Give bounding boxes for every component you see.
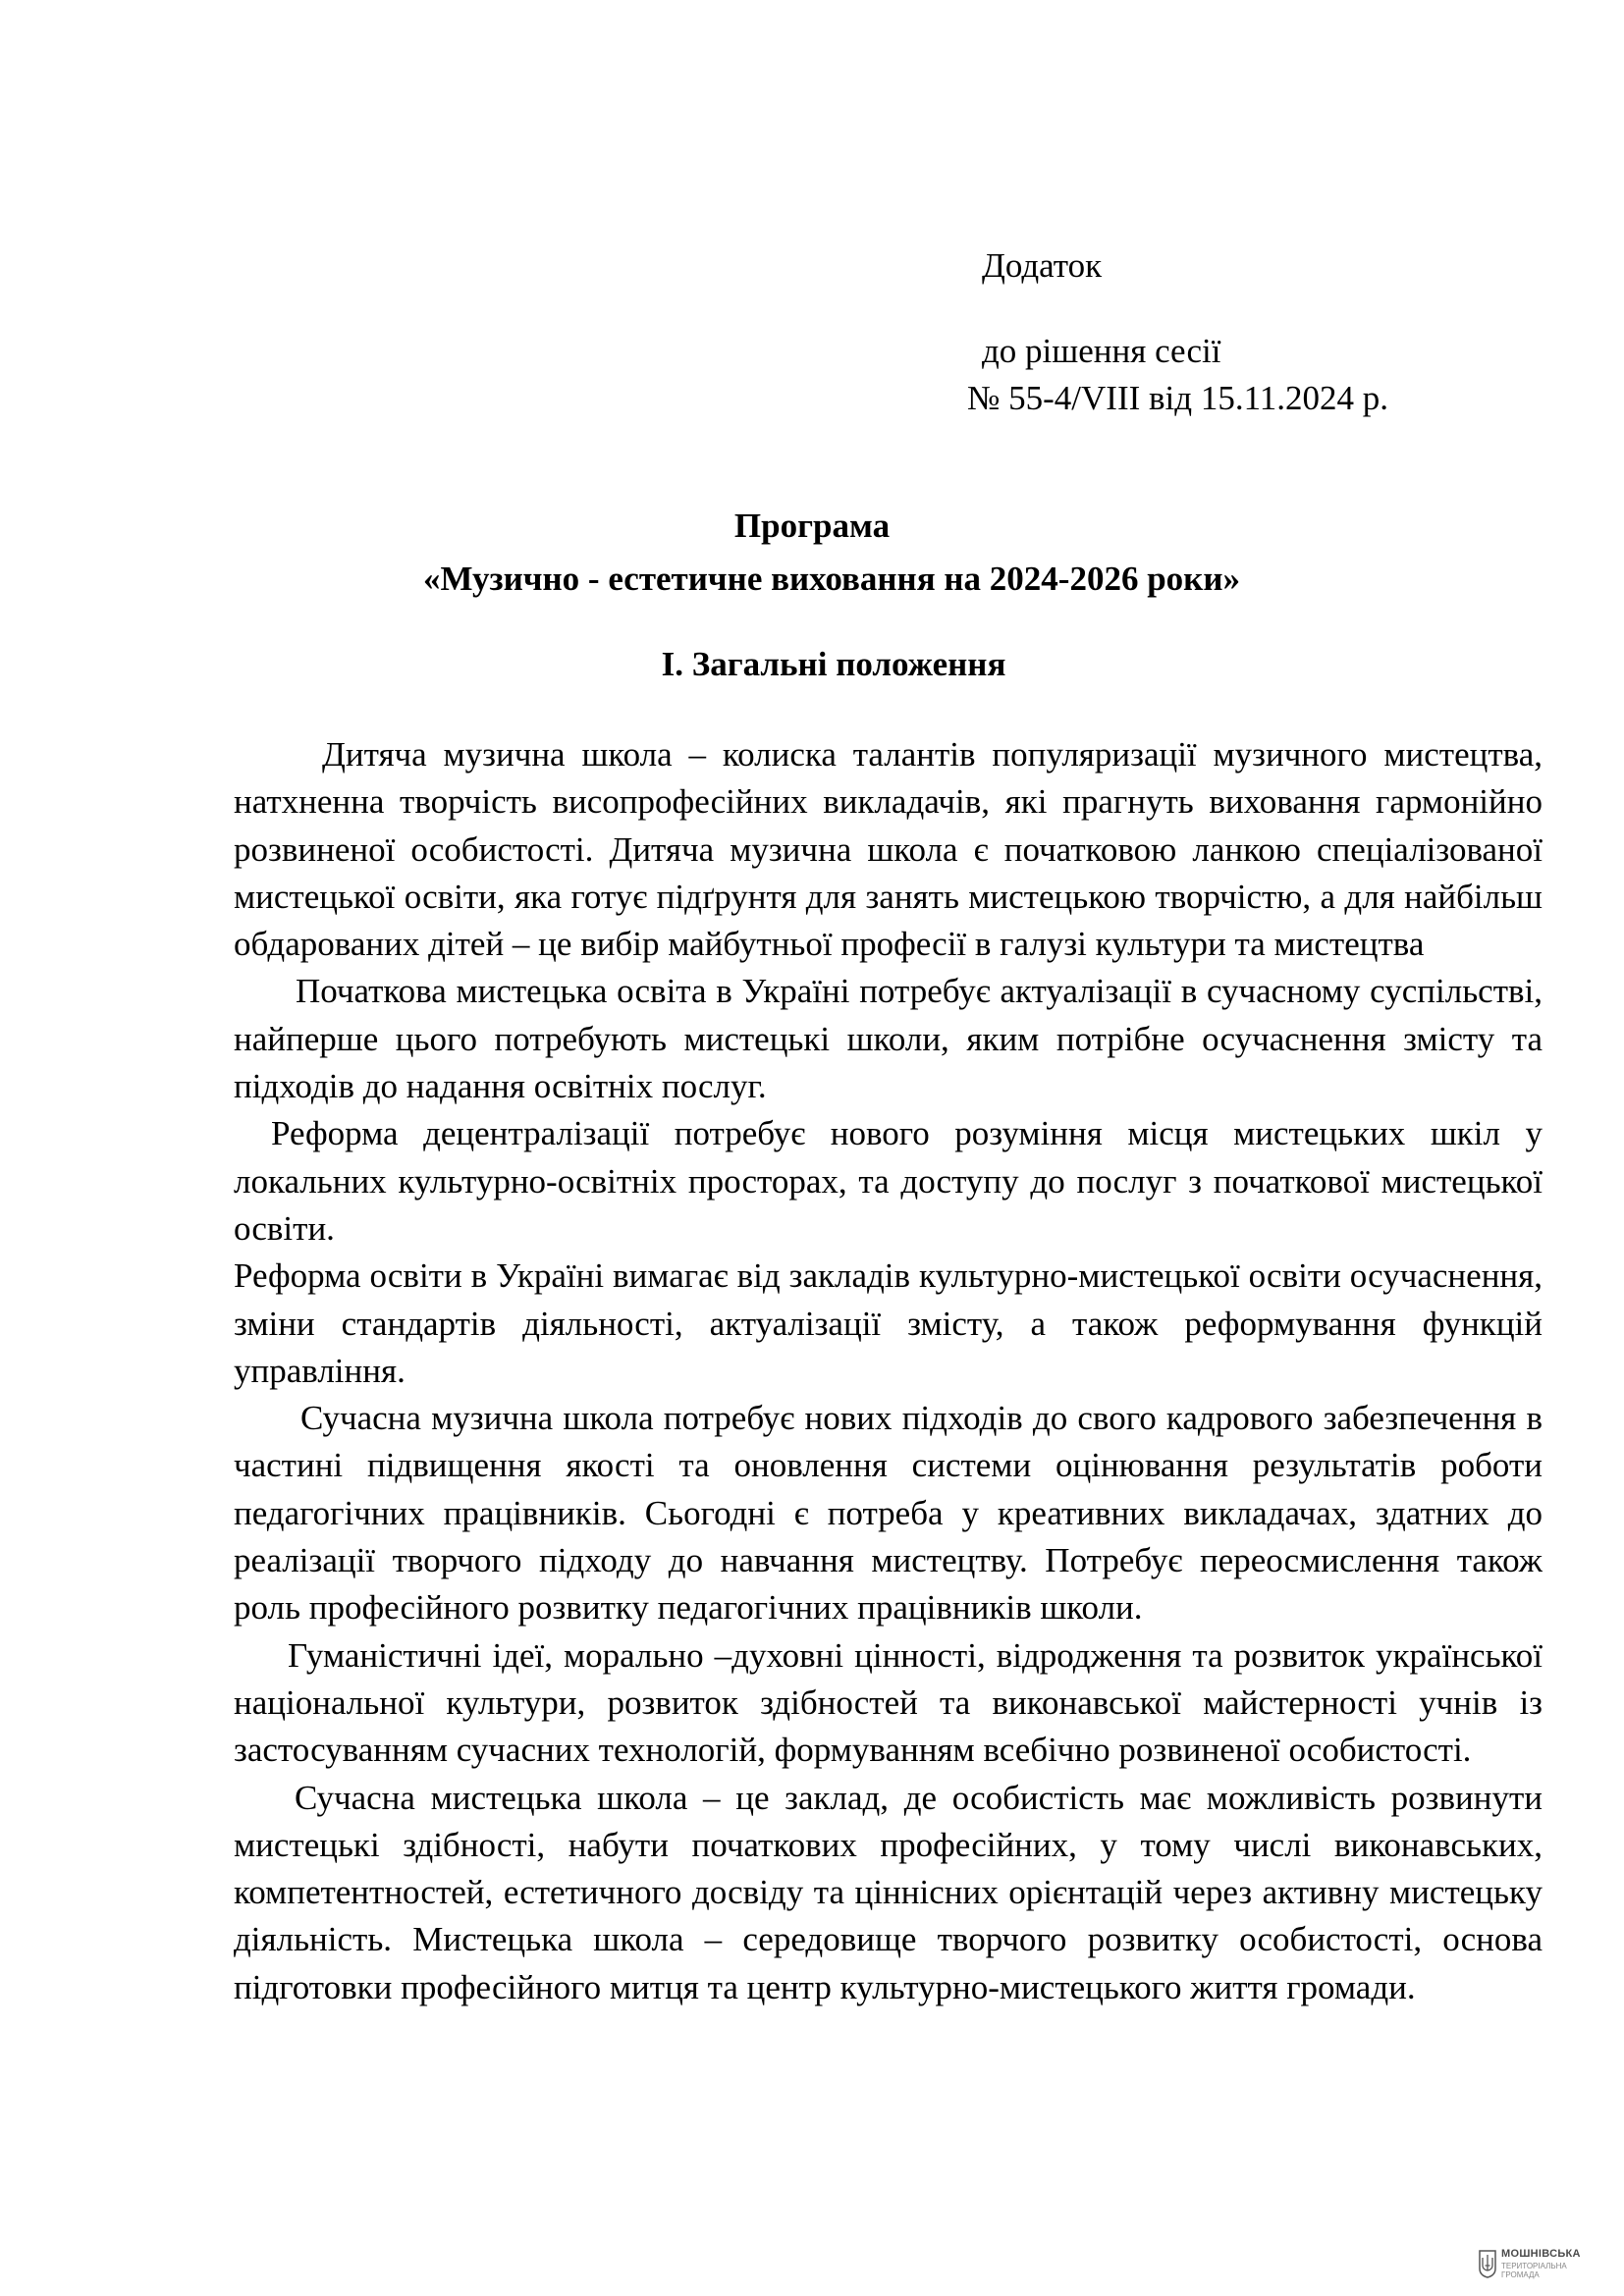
program-subtitle: «Музично - естетичне виховання на 2024-2026 роки» (422, 560, 1241, 598)
paragraph-2: Початкова мистецька освіта в Україні потребує актуалізації в сучасному суспільстві, найперше цього потребують мистецькі школи, яким потрібне осучаснення змісту та підходів до надання освітніх послуг. (234, 972, 1543, 1106)
paragraph-3: Реформа децентралізації потребує нового розуміння місця мистецьких шкіл у локальних культурно-освітніх просторах, та доступу до послуг з початкової мистецької освіти. (234, 1114, 1543, 1248)
paragraph-5: Сучасна музична школа потребує нових підходів до свого кадрового забезпечення в частині підвищення якості та оновлення системи оцінювання результатів роботи педагогічних працівників. Сьогодні є потреба у креативних викладачах, здатних до реалізації творчого підходу до навчання мистецтву. Потребує переосмислення також роль професійного розвитку педагогічних працівників школи. (234, 1399, 1543, 1628)
appendix-decision-number: № 55-4/VIII від 15.11.2024 р. (967, 379, 1389, 417)
paragraph-1: Дитяча музична школа – колиска талантів популяризації музичного мистецтва, натхненна творчість висопрофесійних викладачів, які прагнуть виховання гармонійно розвиненої особистості. Дитяча музична школа є початковою ланкою спеціалізованої мистецької освіти, яка готує підґрунтя для занять мистецькою творчістю, а для найбільш обдарованих дітей – це вибір майбутньої професії в галузі культури та мистецтва (234, 735, 1543, 964)
section-heading: І. Загальні положення (661, 645, 1006, 683)
emblem-line-2: ТЕРИТОРІАЛЬНА (1501, 2262, 1567, 2270)
appendix-decision-line: до рішення сесії (982, 332, 1221, 370)
appendix-title: Додаток (982, 246, 1103, 285)
emblem-line-3: ГРОМАДА (1501, 2270, 1540, 2279)
paragraph-4: Реформа освіти в Україні вимагає від закладів культурно-мистецької освіти осучаснення, зміни стандартів діяльності, актуалізації змісту, а також реформування функцій управління. (234, 1256, 1543, 1390)
program-title: Програма (733, 507, 891, 545)
emblem-subtitle (1501, 2262, 1567, 2279)
paragraph-6: Гуманістичні ідеї, морально –духовні цінності, відродження та розвиток української національної культури, розвиток здібностей та виконавської майстерності учнів із застосуванням сучасних технологій, формуванням всебічно розвиненої особистості. (234, 1635, 1543, 1770)
community-emblem (1478, 2247, 1615, 2286)
trident-shield-icon (1478, 2249, 1497, 2278)
document-body (234, 731, 1543, 2011)
emblem-name: МОШНІВСЬКА (1501, 2248, 1581, 2260)
paragraph-7: Сучасна мистецька школа – це заклад, де особистість має можливість розвинути мистецькі здібності, набути початкових професійних, у тому числі виконавських, компетентностей, естетичного досвіду та ціннісних орієнтацій через активну мистецьку діяльність. Мистецька школа – середовище творчого розвитку особистості, основа підготовки професійного митця та центр культурно-мистецького життя громади. (234, 1778, 1543, 2006)
